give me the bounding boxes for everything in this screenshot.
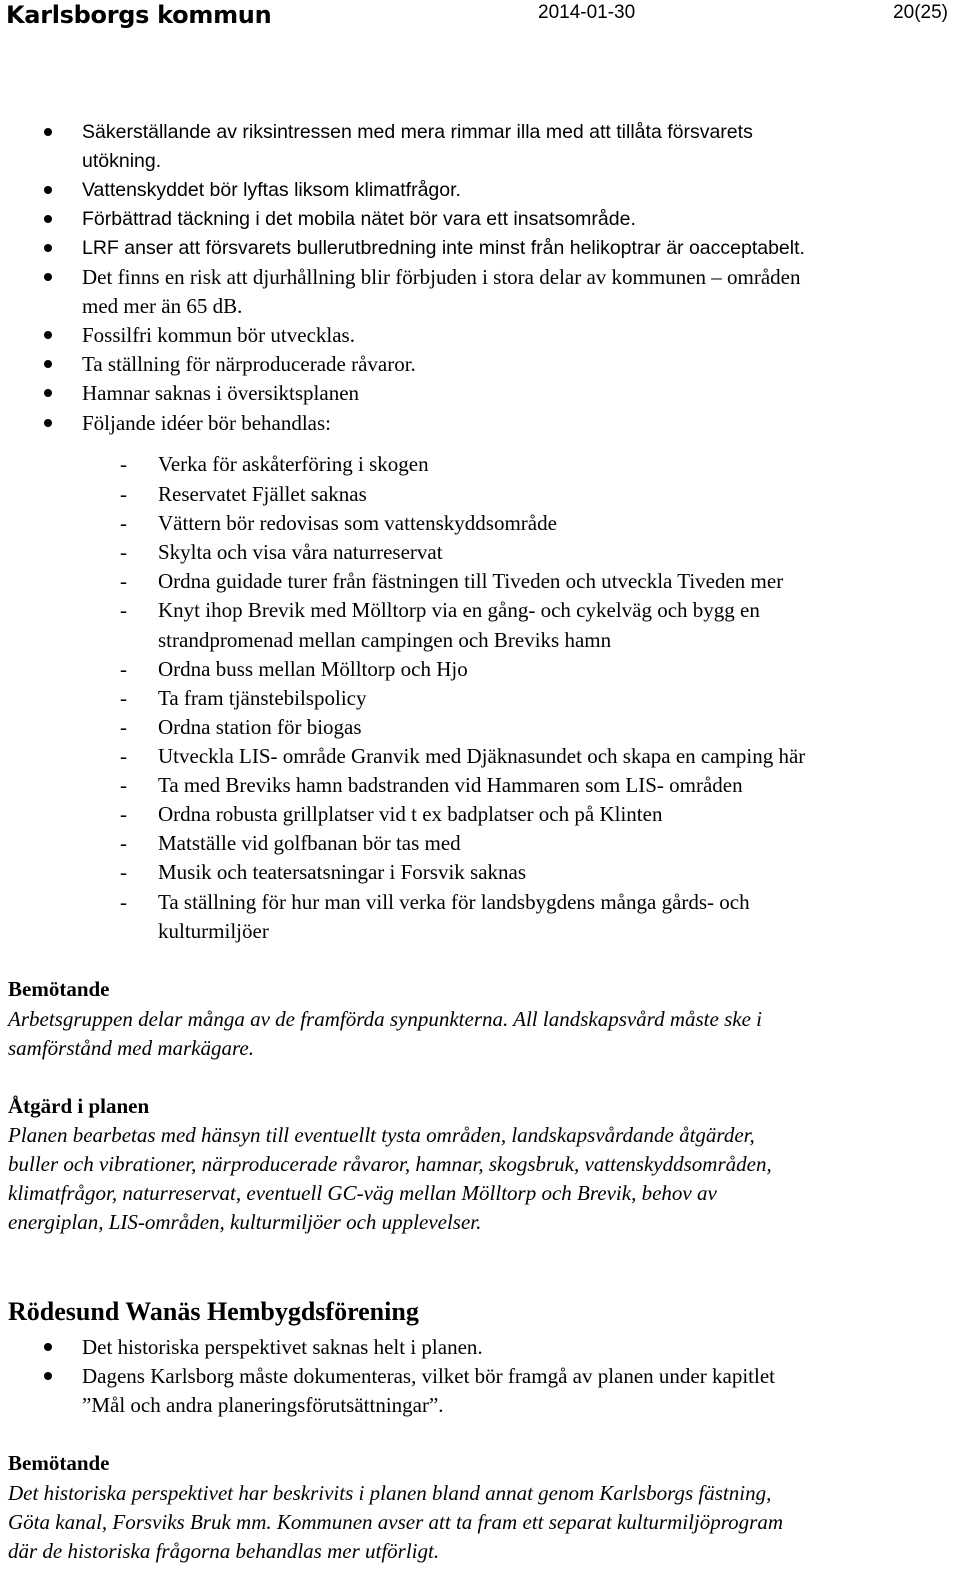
idea-item-text: Skylta och visa våra naturreservat <box>158 540 443 564</box>
bullet-item-text: Det historiska perspektivet saknas helt i planen. <box>82 1335 483 1359</box>
idea-item-text: Matställe vid golfbanan bör tas med <box>158 831 461 855</box>
idea-item-text: strandpromenad mellan campingen och Breviks hamn <box>158 628 612 652</box>
dash-marker: - <box>120 686 127 710</box>
idea-item-text: Ta ställning för hur man vill verka för landsbygdens många gårds- och <box>158 890 750 914</box>
bemotande-text: där de historiska frågorna behandlas mer utförligt. <box>8 1539 440 1563</box>
idea-item-text: Ordna buss mellan Mölltorp och Hjo <box>158 657 468 681</box>
dash-marker: - <box>120 890 127 914</box>
page-number: 20(25) <box>893 2 948 23</box>
bullet-icon <box>44 1343 52 1351</box>
idea-item-text: Verka för askåterföring i skogen <box>158 452 429 476</box>
dash-marker: - <box>120 860 127 884</box>
bullet-item-text: Dagens Karlsborg måste dokumenteras, vilket bör framgå av planen under kapitlet <box>82 1364 775 1388</box>
bullet-icon <box>44 419 52 427</box>
bullet-item-text: utökning. <box>82 150 162 172</box>
bullet-icon <box>44 128 52 136</box>
bemotande-heading: Bemötande <box>8 977 110 1001</box>
bullet-icon <box>44 331 52 339</box>
bullet-icon <box>44 215 52 223</box>
idea-item-text: Ta med Breviks hamn badstranden vid Hammaren som LIS- områden <box>158 773 743 797</box>
bullet-item-text: Det finns en risk att djurhållning blir förbjuden i stora delar av kommunen – områden <box>82 265 801 289</box>
bullet-item-text: Säkerställande av riksintressen med mera rimmar illa med att tillåta försvarets <box>82 121 753 143</box>
atgard-heading: Åtgärd i planen <box>8 1094 150 1118</box>
dash-marker: - <box>120 802 127 826</box>
idea-item-text: Knyt ihop Brevik med Mölltorp via en gång- och cykelväg och bygg en <box>158 598 760 622</box>
dash-marker: - <box>120 744 127 768</box>
section-heading: Rödesund Wanäs Hembygdsförening <box>8 1297 419 1326</box>
bullet-icon <box>44 244 52 252</box>
dash-marker: - <box>120 715 127 739</box>
bullet-item-text: Hamnar saknas i översiktsplanen <box>82 381 360 405</box>
bullet-item-text: Följande idéer bör behandlas: <box>82 411 332 435</box>
bullet-item-text: LRF anser att försvarets bullerutbredning inte minst från helikoptrar är oacceptabelt. <box>82 237 805 259</box>
idea-item-text: Musik och teatersatsningar i Forsvik saknas <box>158 860 527 884</box>
atgard-text: klimatfrågor, naturreservat, eventuell GC-väg mellan Mölltorp och Brevik, behov av <box>8 1181 717 1205</box>
bemotande-text: Göta kanal, Forsviks Bruk mm. Kommunen avser att ta fram ett separat kulturmiljöprogram <box>8 1510 784 1534</box>
bullet-icon <box>44 186 52 194</box>
bullet-item-text: Fossilfri kommun bör utvecklas. <box>82 323 355 347</box>
dash-marker: - <box>120 657 127 681</box>
bullet-icon <box>44 1372 52 1380</box>
idea-item-text: Ta fram tjänstebilspolicy <box>158 686 367 710</box>
page-header <box>0 0 960 36</box>
document-date: 2014-01-30 <box>538 2 636 23</box>
bullet-icon <box>44 273 52 281</box>
dash-marker: - <box>120 482 127 506</box>
dash-marker: - <box>120 598 127 622</box>
bemotande-text: samförstånd med markägare. <box>8 1036 254 1060</box>
dash-marker: - <box>120 569 127 593</box>
bullet-item-text: Ta ställning för närproducerade råvaror. <box>82 352 416 376</box>
atgard-text: energiplan, LIS-områden, kulturmiljöer och upplevelser. <box>8 1210 482 1234</box>
idea-item-text: Ordna robusta grillplatser vid t ex badplatser och på Klinten <box>158 802 663 826</box>
dash-marker: - <box>120 773 127 797</box>
bemotande-heading: Bemötande <box>8 1451 110 1475</box>
idea-item-text: Reservatet Fjället saknas <box>158 482 367 506</box>
bullet-item-text: Vattenskyddet bör lyftas liksom klimatfrågor. <box>82 179 461 201</box>
bullet-icon <box>44 389 52 397</box>
bullet-item-text: ”Mål och andra planeringsförutsättningar”. <box>82 1393 444 1417</box>
dash-marker: - <box>120 452 127 476</box>
bemotande-text: Det historiska perspektivet har beskrivits i planen bland annat genom Karlsborgs fästning, <box>8 1481 772 1505</box>
idea-item-text: Ordna station för biogas <box>158 715 362 739</box>
bemotande-text: Arbetsgruppen delar många av de framförda synpunkterna. All landskapsvård måste ske i <box>8 1007 762 1031</box>
bullet-icon <box>44 360 52 368</box>
dash-marker: - <box>120 831 127 855</box>
idea-item-text: Vättern bör redovisas som vattenskyddsområde <box>158 511 557 535</box>
atgard-text: buller och vibrationer, närproducerade råvaror, hamnar, skogsbruk, vattenskyddsområden, <box>8 1152 772 1176</box>
atgard-text: Planen bearbetas med hänsyn till eventuellt tysta områden, landskapsvårdande åtgärder, <box>8 1123 755 1147</box>
municipality-logo: Karlsborgs kommun <box>6 1 272 29</box>
bullet-item-text: Förbättrad täckning i det mobila nätet bör vara ett insatsområde. <box>82 208 636 230</box>
dash-marker: - <box>120 511 127 535</box>
idea-item-text: kulturmiljöer <box>158 919 269 943</box>
idea-item-text: Ordna guidade turer från fästningen till Tiveden och utveckla Tiveden mer <box>158 569 784 593</box>
idea-item-text: Utveckla LIS- område Granvik med Djäknasundet och skapa en camping här <box>158 744 806 768</box>
dash-marker: - <box>120 540 127 564</box>
bullet-item-text: med mer än 65 dB. <box>82 294 243 318</box>
